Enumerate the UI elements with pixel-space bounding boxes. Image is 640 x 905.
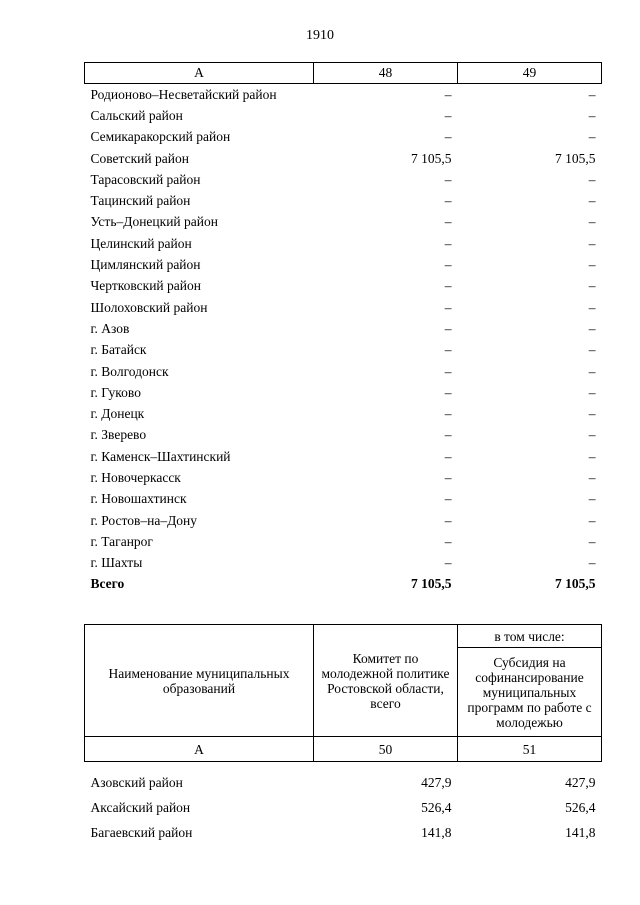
total-col-49: 7 105,5 [555,576,596,592]
value-col-48: – [444,320,452,336]
value-col-49: – [588,363,596,379]
value-col-49: – [588,257,596,273]
municipality-name: г. Новошахтинск [90,491,187,507]
value-col-49: – [588,193,596,209]
table-row [85,446,602,467]
value-col-49: – [588,512,596,528]
value-col-48: – [444,512,452,528]
index-col-a: А [85,737,314,762]
municipality-name: Советский район [90,150,189,166]
value-col-50: 526,4 [421,799,452,815]
table-row [85,820,602,845]
value-col-48: – [444,171,452,187]
table-row [85,148,602,169]
value-col-49: 7 105,5 [555,150,596,166]
municipality-name: Тацинский район [90,193,191,209]
value-col-49: – [588,107,596,123]
value-col-49: – [588,278,596,294]
table-row [85,254,602,275]
value-col-49: – [588,214,596,230]
municipality-name: г. Гуково [90,384,141,400]
municipality-name: г. Таганрог [90,533,153,549]
value-col-49: – [588,129,596,145]
table-header-row [85,63,602,84]
table-row [85,510,602,531]
value-col-48: – [444,86,452,102]
table-row [85,795,602,820]
value-col-49: – [588,299,596,315]
value-col-51: 427,9 [565,774,596,790]
value-col-48: – [444,384,452,400]
budget-table-part-2 [84,624,602,845]
value-col-48: – [444,193,452,209]
municipality-name: Шолоховский район [90,299,208,315]
municipality-name: г. Азов [90,320,130,336]
municipality-name: г. Каменск–Шахтинский [90,448,231,464]
table-row [85,531,602,552]
table-row [85,127,602,148]
table-row [85,403,602,424]
value-col-49: – [588,384,596,400]
municipality-name: Аксайский район [90,799,191,815]
municipality-name: Цимлянский район [90,257,201,273]
header-subsidy: Субсидия на софинансирование муниципальных программ по работе с молодежью [458,648,602,737]
table-index-row [85,737,602,762]
table-row [85,233,602,254]
value-col-51: 526,4 [565,799,596,815]
value-col-48: – [444,129,452,145]
municipality-name: Целинский район [90,235,192,251]
value-col-48: – [444,342,452,358]
table-row [85,340,602,361]
table-row [85,318,602,339]
header-committee-total: Комитет по молодежной политике Ростовской области, всего [314,625,458,737]
municipality-name: Усть–Донецкий район [90,214,218,230]
index-col-51: 51 [458,737,602,762]
total-label: Всего [90,576,125,592]
table-row [85,467,602,488]
value-col-49: – [588,235,596,251]
municipality-name: г. Волгодонск [90,363,169,379]
total-col-48: 7 105,5 [411,576,452,592]
municipality-name: г. Донецк [90,406,145,422]
value-col-48: – [444,533,452,549]
value-col-48: – [444,235,452,251]
value-col-48: – [444,107,452,123]
value-col-50: 141,8 [421,824,452,840]
page-number: 1910 [306,28,334,43]
value-col-48: – [444,469,452,485]
value-col-49: – [588,171,596,187]
municipality-name: Азовский район [90,774,183,790]
table-row [85,361,602,382]
value-col-49: – [588,427,596,443]
header-including: в том числе: [458,625,602,648]
value-col-49: – [588,342,596,358]
value-col-49: – [588,491,596,507]
table-row [85,169,602,190]
municipality-name: Багаевский район [90,824,193,840]
table-row [85,489,602,510]
value-col-49: – [588,86,596,102]
municipality-name: Чертковский район [90,278,201,294]
value-col-49: – [588,469,596,485]
value-col-48: 7 105,5 [411,150,452,166]
value-col-48: – [444,363,452,379]
header-municipality: Наименование муниципальных образований [85,625,314,737]
municipality-name: г. Ростов–на–Дону [90,512,198,528]
value-col-48: – [444,427,452,443]
index-col-50: 50 [314,737,458,762]
header-col-49: 49 [458,63,602,84]
table-row [85,762,602,796]
value-col-48: – [444,555,452,571]
total-row [85,574,602,595]
value-col-49: – [588,406,596,422]
municipality-name: г. Батайск [90,342,147,358]
table-row [85,297,602,318]
value-col-48: – [444,214,452,230]
value-col-49: – [588,320,596,336]
value-col-48: – [444,406,452,422]
value-col-51: 141,8 [565,824,596,840]
table-row [85,382,602,403]
table-row [85,276,602,297]
value-col-49: – [588,533,596,549]
municipality-name: Сальский район [90,107,183,123]
value-col-48: – [444,278,452,294]
value-col-48: – [444,448,452,464]
municipality-name: Родионово–Несветайский район [90,86,277,102]
municipality-name: г. Шахты [90,555,143,571]
municipality-name: Тарасовский район [90,171,201,187]
table-row [85,425,602,446]
value-col-48: – [444,257,452,273]
value-col-48: – [444,491,452,507]
table-row [85,105,602,126]
table-row [85,190,602,211]
table-row [85,84,602,106]
municipality-name: г. Зверево [90,427,147,443]
municipality-name: г. Новочеркасск [90,469,181,485]
table-row [85,553,602,574]
municipality-name: Семикаракорский район [90,129,231,145]
value-col-48: – [444,299,452,315]
header-col-48: 48 [314,63,458,84]
value-col-49: – [588,448,596,464]
table-row [85,212,602,233]
value-col-50: 427,9 [421,774,452,790]
budget-table-part-1 [84,62,602,595]
value-col-49: – [588,555,596,571]
header-col-a: А [85,63,314,84]
